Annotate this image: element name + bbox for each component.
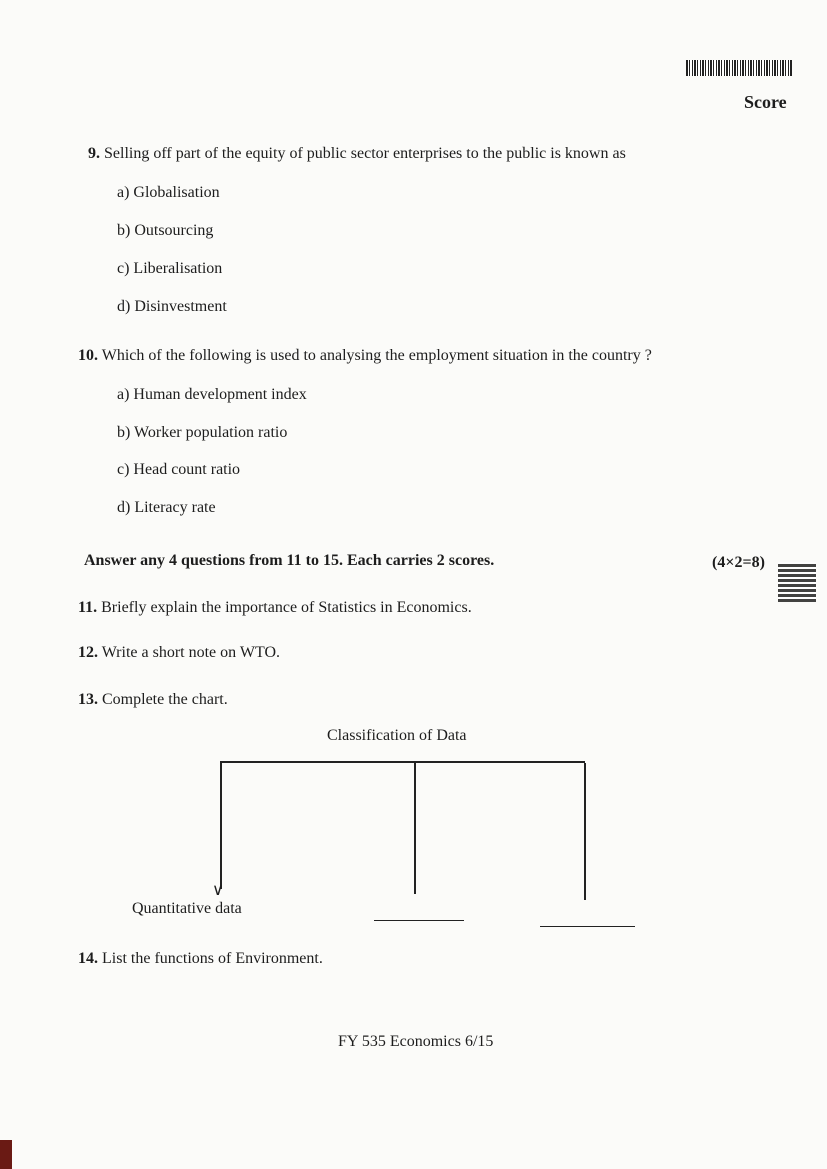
question-text: Write a short note on WTO. bbox=[101, 644, 280, 661]
qr-code bbox=[778, 562, 816, 602]
chart-top-line bbox=[220, 761, 585, 763]
option-b: b) Worker population ratio bbox=[117, 424, 288, 441]
question-number: 11. bbox=[78, 599, 98, 616]
question-text: Briefly explain the importance of Statistics in Economics. bbox=[101, 599, 472, 616]
option-d: d) Disinvestment bbox=[117, 298, 227, 315]
chart-branch-left bbox=[220, 761, 222, 889]
question-number: 14. bbox=[78, 950, 98, 967]
score-label: Score bbox=[744, 92, 787, 112]
section-instruction: Answer any 4 questions from 11 to 15. Each carries 2 scores. bbox=[84, 552, 495, 569]
option-c: c) Head count ratio bbox=[117, 461, 241, 478]
question-number: 10. bbox=[78, 347, 98, 364]
option-b: b) Outsourcing bbox=[117, 222, 214, 239]
answer-blank bbox=[540, 926, 635, 927]
question-text: List the functions of Environment. bbox=[102, 950, 323, 967]
question-text: Selling off part of the equity of public sector enterprises to the public is known as bbox=[104, 145, 626, 162]
option-d: d) Literacy rate bbox=[117, 499, 216, 516]
page-footer: FY 535 Economics 6/15 bbox=[338, 1033, 494, 1050]
question-14 bbox=[78, 950, 323, 968]
option-a: a) Human development index bbox=[117, 386, 307, 403]
chart-title: Classification of Data bbox=[327, 727, 467, 744]
question-9 bbox=[88, 145, 626, 163]
question-text: Complete the chart. bbox=[102, 691, 228, 708]
answer-blank bbox=[374, 920, 464, 921]
barcode bbox=[686, 60, 792, 76]
scan-edge-mark bbox=[0, 1140, 12, 1169]
section-marks: (4×2=8) bbox=[712, 554, 765, 571]
question-11 bbox=[78, 599, 472, 617]
option-c: c) Liberalisation bbox=[117, 260, 223, 277]
chart-branch-middle bbox=[414, 761, 416, 894]
question-text: Which of the following is used to analysing the employment situation in the country ? bbox=[101, 347, 652, 364]
option-a: a) Globalisation bbox=[117, 184, 220, 201]
chart-leaf-quantitative: Quantitative data bbox=[132, 900, 242, 917]
question-12 bbox=[78, 644, 280, 662]
arrow-down-icon: ∨ bbox=[212, 882, 224, 899]
question-number: 12. bbox=[78, 644, 98, 661]
question-number: 13. bbox=[78, 691, 98, 708]
question-13 bbox=[78, 691, 228, 709]
question-10 bbox=[78, 347, 652, 365]
question-number: 9. bbox=[88, 145, 100, 162]
chart-branch-right bbox=[584, 763, 586, 900]
